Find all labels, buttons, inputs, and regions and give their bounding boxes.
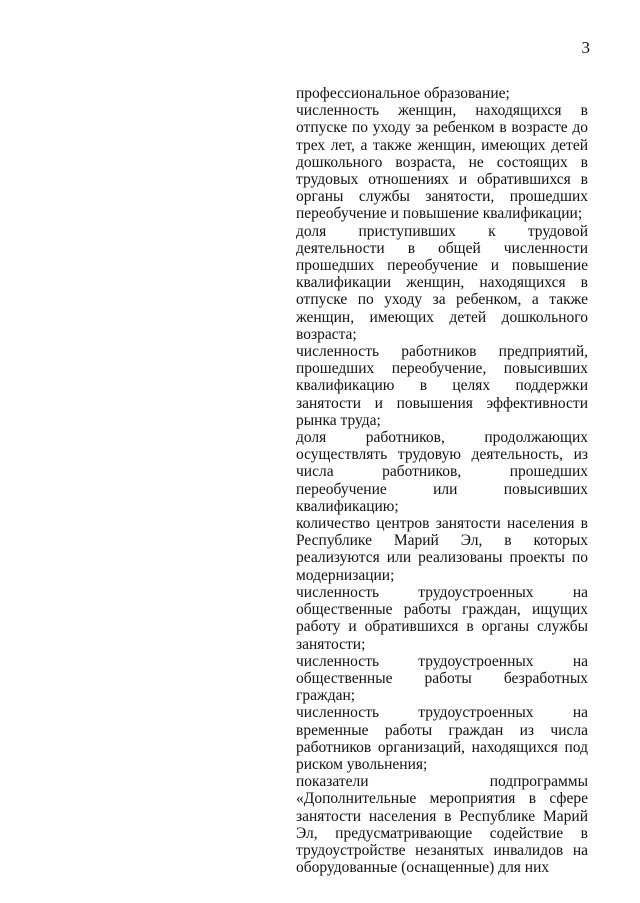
- paragraph: доля работников, продолжающих осуществлять трудовую деятельность, из числа работников, прошедших переобучение или повысивших квалификацию;: [296, 429, 588, 515]
- paragraph: профессиональное образование;: [296, 85, 510, 102]
- paragraph: количество центров занятости населения в Республике Марий Эл, в которых реализуются или реализованы проекты по модернизации;: [296, 515, 588, 584]
- paragraph: численность женщин, находящихся в отпуске по уходу за ребенком в возрасте до трех лет, а также женщин, имеющих детей дошкольного возраста, не состоящих в трудовых отношениях и обратившихся в органы службы занятости, прошедших переобучение и повышение квалификации;: [296, 102, 588, 223]
- paragraph: численность трудоустроенных на общественные работы граждан, ищущих работу и обратившихся в органы службы занятости;: [296, 583, 588, 653]
- body-text: [296, 85, 588, 876]
- paragraph: доля приступивших к трудовой деятельности в общей численности прошедших переобучение и повышение квалификации женщин, находящихся в отпуске по уходу за ребенком, а также женщин, имеющих детей дошкольного возраста;: [296, 222, 588, 343]
- page-number: 3: [581, 38, 590, 57]
- paragraph: численность трудоустроенных на временные работы граждан из числа работников организаций, находящихся под риском увольнения;: [296, 704, 588, 773]
- paragraph: показатели подпрограммы «Дополнительные мероприятия в сфере занятости населения в Республике Марий Эл, предусматривающие содействие в трудоустройстве незанятых инвалидов на оборудованные (оснащенные) для них: [296, 773, 588, 877]
- paragraph: численность трудоустроенных на общественные работы безработных граждан;: [296, 652, 588, 705]
- paragraph: численность работников предприятий, прошедших переобучение, повысивших квалификацию в целях поддержки занятости и повышения эффективности рынка труда;: [296, 343, 588, 429]
